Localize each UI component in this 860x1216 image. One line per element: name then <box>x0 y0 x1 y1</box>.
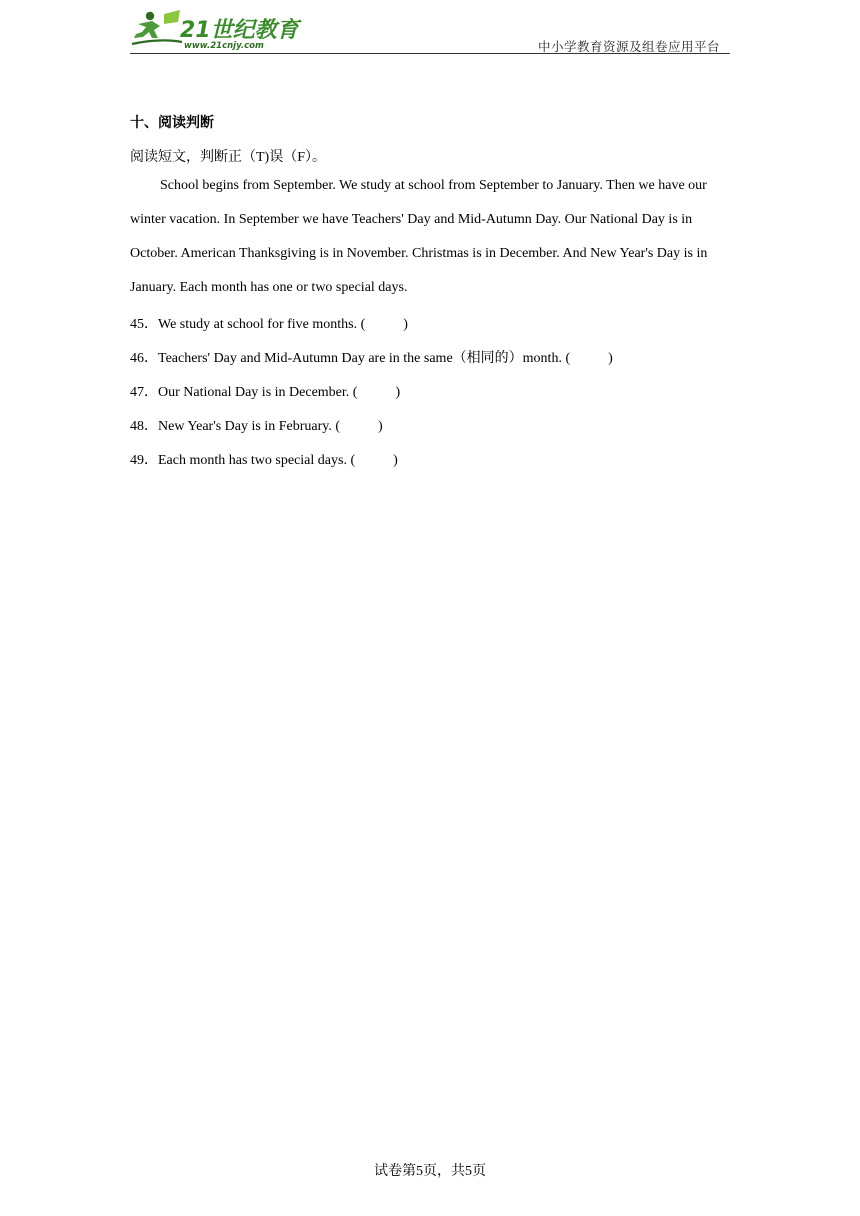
question-item <box>130 342 732 376</box>
question-item <box>130 410 732 444</box>
question-text: We study at school for five months. ( <box>158 317 366 332</box>
page-footer: 试卷第5页，共5页 <box>374 1164 486 1179</box>
question-number: 49． <box>130 453 158 468</box>
question-item <box>130 376 732 410</box>
question-number: 45． <box>130 317 158 332</box>
question-text: Our National Day is in December. ( <box>158 385 358 400</box>
question-close: ) <box>378 419 383 434</box>
question-close: ) <box>608 351 613 366</box>
question-close: ) <box>393 453 398 468</box>
question-number: 46． <box>130 351 158 366</box>
svg-text:www.21cnjy.com: www.21cnjy.com <box>184 41 264 51</box>
question-item <box>130 308 732 342</box>
runner-logo-icon <box>130 8 310 52</box>
question-item <box>130 444 732 478</box>
question-close: ) <box>403 317 408 332</box>
question-list <box>130 308 732 478</box>
question-number: 47． <box>130 385 158 400</box>
logo <box>130 8 310 52</box>
section-title: 十、阅读判断 <box>130 116 214 131</box>
question-text: Each month has two special days. ( <box>158 453 356 468</box>
question-close: ) <box>395 385 401 400</box>
question-text: Teachers' Day and Mid-Autumn Day are in the same（相同的）month. ( <box>158 351 571 366</box>
question-number: 48． <box>130 419 158 434</box>
header-divider <box>130 53 730 54</box>
passage-text: School begins from September. We study at school from September to January. Then we have our winter vacation. In September we have Teachers' Day and Mid-Autumn Day. Our National Day is in October. American Thanksgiving is in November. Christmas is in December. And New Year's Day is in January. Each month has one or two special days. <box>130 178 708 295</box>
section-instruction: 阅读短文，判断正（T)误（F）。 <box>130 150 326 165</box>
svg-text:21世纪教育: 21世纪教育 <box>180 18 299 43</box>
platform-name: 中小学教育资源及组卷应用平台 <box>537 40 720 54</box>
reading-passage <box>130 169 732 305</box>
page-header <box>130 8 730 56</box>
question-text: New Year's Day is in February. ( <box>158 419 341 434</box>
